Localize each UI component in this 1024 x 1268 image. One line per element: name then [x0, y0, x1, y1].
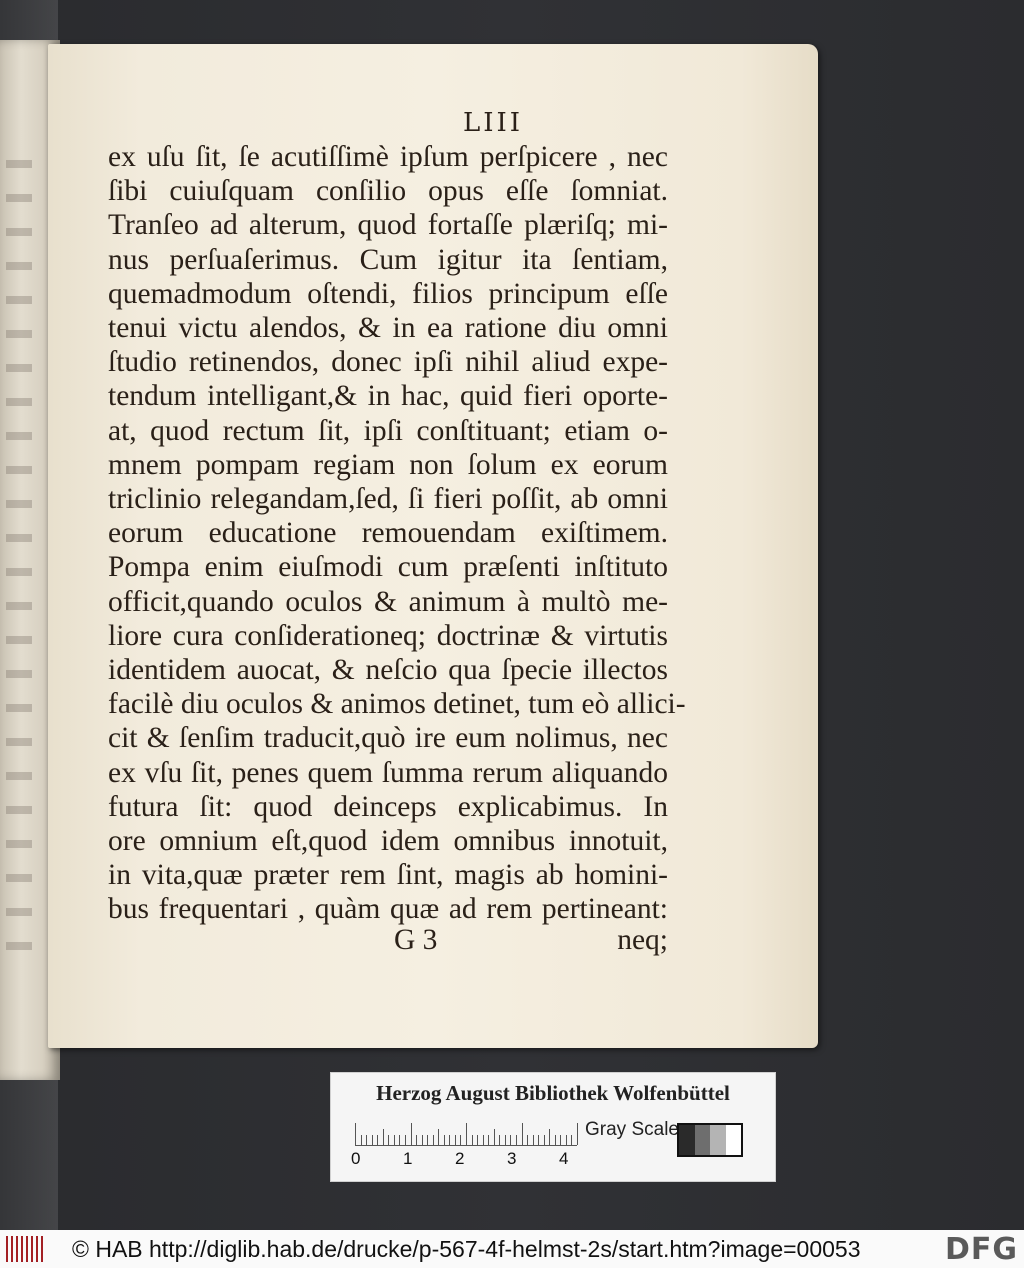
text-line: ſtudio retinendos, donec ipſi nihil aliud expe-: [108, 346, 668, 379]
text-line: liore cura conſiderationeq; doctrinæ & virtutis: [108, 619, 668, 652]
gray-swatch: [695, 1125, 711, 1155]
ruler-tick: [527, 1135, 528, 1145]
text-line: ex vſu ſit, penes quem ſumma rerum aliquando: [108, 756, 668, 789]
ruler-tick: [449, 1135, 450, 1145]
ruler-tick: [549, 1129, 550, 1145]
text-line: tendum intelligant,& in hac, quid fieri oporte-: [108, 380, 668, 413]
ruler-tick: [355, 1123, 356, 1145]
ruler-tick: [477, 1135, 478, 1145]
gray-swatch: [710, 1125, 726, 1155]
footer-bar: [0, 1230, 1024, 1268]
text-line: Tranſeo ad alterum, quod fortaſſe plæriſq; mi-: [108, 209, 668, 242]
text-line: ſibi cuiuſquam conſilio opus eſſe ſomniat.: [108, 175, 668, 208]
signature-mark: G 3: [394, 924, 438, 956]
text-line: futura ſit: quod deinceps explicabimus. In: [108, 790, 668, 823]
ruler-tick: [416, 1135, 417, 1145]
gray-scale-swatches: [677, 1123, 743, 1157]
text-line: ore omnium eſt,quod idem omnibus innotuit,: [108, 825, 668, 858]
ruler-tick: [444, 1135, 445, 1145]
text-line: officit,quando oculos & animum à multò me-: [108, 585, 668, 618]
ruler-number: 3: [507, 1149, 517, 1168]
ruler-tick: [383, 1129, 384, 1145]
ruler-tick: [366, 1135, 367, 1145]
ruler-tick: [522, 1123, 523, 1145]
ruler-tick: [460, 1135, 461, 1145]
ruler-tick: [388, 1135, 389, 1145]
text-line: facilè diu oculos & animos detinet, tum eò allici-: [108, 688, 686, 721]
text-line: mnem pompam regiam non ſolum ex eorum: [108, 448, 668, 481]
text-line: bus frequentari , quàm quæ ad rem pertineant:: [108, 893, 668, 926]
ruler-tick: [472, 1135, 473, 1145]
page-text-block: [108, 140, 686, 927]
text-line: eorum educatione remouendam exiſtimem.: [108, 517, 668, 550]
gray-swatch: [726, 1125, 742, 1155]
ruler-tick: [510, 1135, 511, 1145]
text-line: triclinio relegandam,ſed, ſi fieri poſſit, ab omni: [108, 483, 668, 516]
book-page: [48, 44, 818, 1048]
ruler-tick: [405, 1135, 406, 1145]
ruler-tick: [488, 1135, 489, 1145]
ruler-tick: [466, 1123, 467, 1145]
footer-copyright-url[interactable]: © HAB http://diglib.hab.de/drucke/p-567-4f-helmst-2s/start.htm?image=00053: [72, 1236, 861, 1262]
ruler-tick: [438, 1129, 439, 1145]
library-name: Herzog August Bibliothek Wolfenbüttel: [376, 1081, 730, 1105]
text-line: Pompa enim eiuſmodi cum præſenti inſtituto: [108, 551, 668, 584]
ruler-tick: [372, 1135, 373, 1145]
ruler-tick: [433, 1135, 434, 1145]
ruler-tick: [494, 1129, 495, 1145]
ruler-tick: [399, 1135, 400, 1145]
ruler-tick: [544, 1135, 545, 1145]
text-line: quemadmodum oſtendi, filios principum eſſe: [108, 277, 668, 310]
gray-scale-label: Gray Scale: [585, 1119, 679, 1140]
ruler-tick: [377, 1135, 378, 1145]
ruler-number: 2: [455, 1149, 465, 1168]
ruler-tick: [411, 1123, 412, 1145]
ruler-tick: [538, 1135, 539, 1145]
ruler-tick: [566, 1135, 567, 1145]
ruler-tick: [455, 1135, 456, 1145]
ruler-tick: [427, 1135, 428, 1145]
ruler-tick: [394, 1135, 395, 1145]
ruler-tick: [483, 1135, 484, 1145]
ruler-tick: [499, 1135, 500, 1145]
text-line: tenui victu alendos, & in ea ratione diu omni: [108, 312, 668, 345]
text-line: identidem auocat, & neſcio qua ſpecie illectos: [108, 654, 668, 687]
ruler-number: 1: [403, 1149, 413, 1168]
ruler-tick: [422, 1135, 423, 1145]
text-line: at, quod rectum ſit, ipſi conſtituant; etiam o-: [108, 414, 668, 447]
text-line: ex uſu ſit, ſe acutiſſimè ipſum perſpicere , nec: [108, 141, 668, 173]
ruler-tick: [560, 1135, 561, 1145]
ruler-tick: [361, 1135, 362, 1145]
scale-ruler-numbers: [351, 1149, 591, 1171]
ruler-tick: [505, 1135, 506, 1145]
ruler-tick: [555, 1135, 556, 1145]
ruler-tick: [571, 1135, 572, 1145]
barcode-icon: [6, 1236, 46, 1262]
facing-page-text-bleed: [6, 160, 32, 960]
catchword: neq;: [617, 924, 668, 956]
ruler-tick: [533, 1135, 534, 1145]
text-line: cit & ſenſim traducit,quò ire eum nolimus, nec: [108, 722, 668, 755]
gray-swatch: [679, 1125, 695, 1155]
ruler-tick: [516, 1135, 517, 1145]
ruler-tick: [577, 1123, 578, 1145]
text-line: nus perſuaſerimus. Cum igitur ita ſentiam,: [108, 243, 668, 276]
archive-color-label: [330, 1072, 776, 1182]
ruler-number: 4: [559, 1149, 569, 1168]
page-header-folio: LIII: [462, 108, 524, 138]
text-line: in vita,quæ præter rem ſint, magis ab homini-: [108, 859, 668, 892]
scale-ruler: [355, 1121, 577, 1146]
dfg-logo: DFG: [941, 1232, 1018, 1267]
ruler-number: 0: [351, 1149, 361, 1168]
